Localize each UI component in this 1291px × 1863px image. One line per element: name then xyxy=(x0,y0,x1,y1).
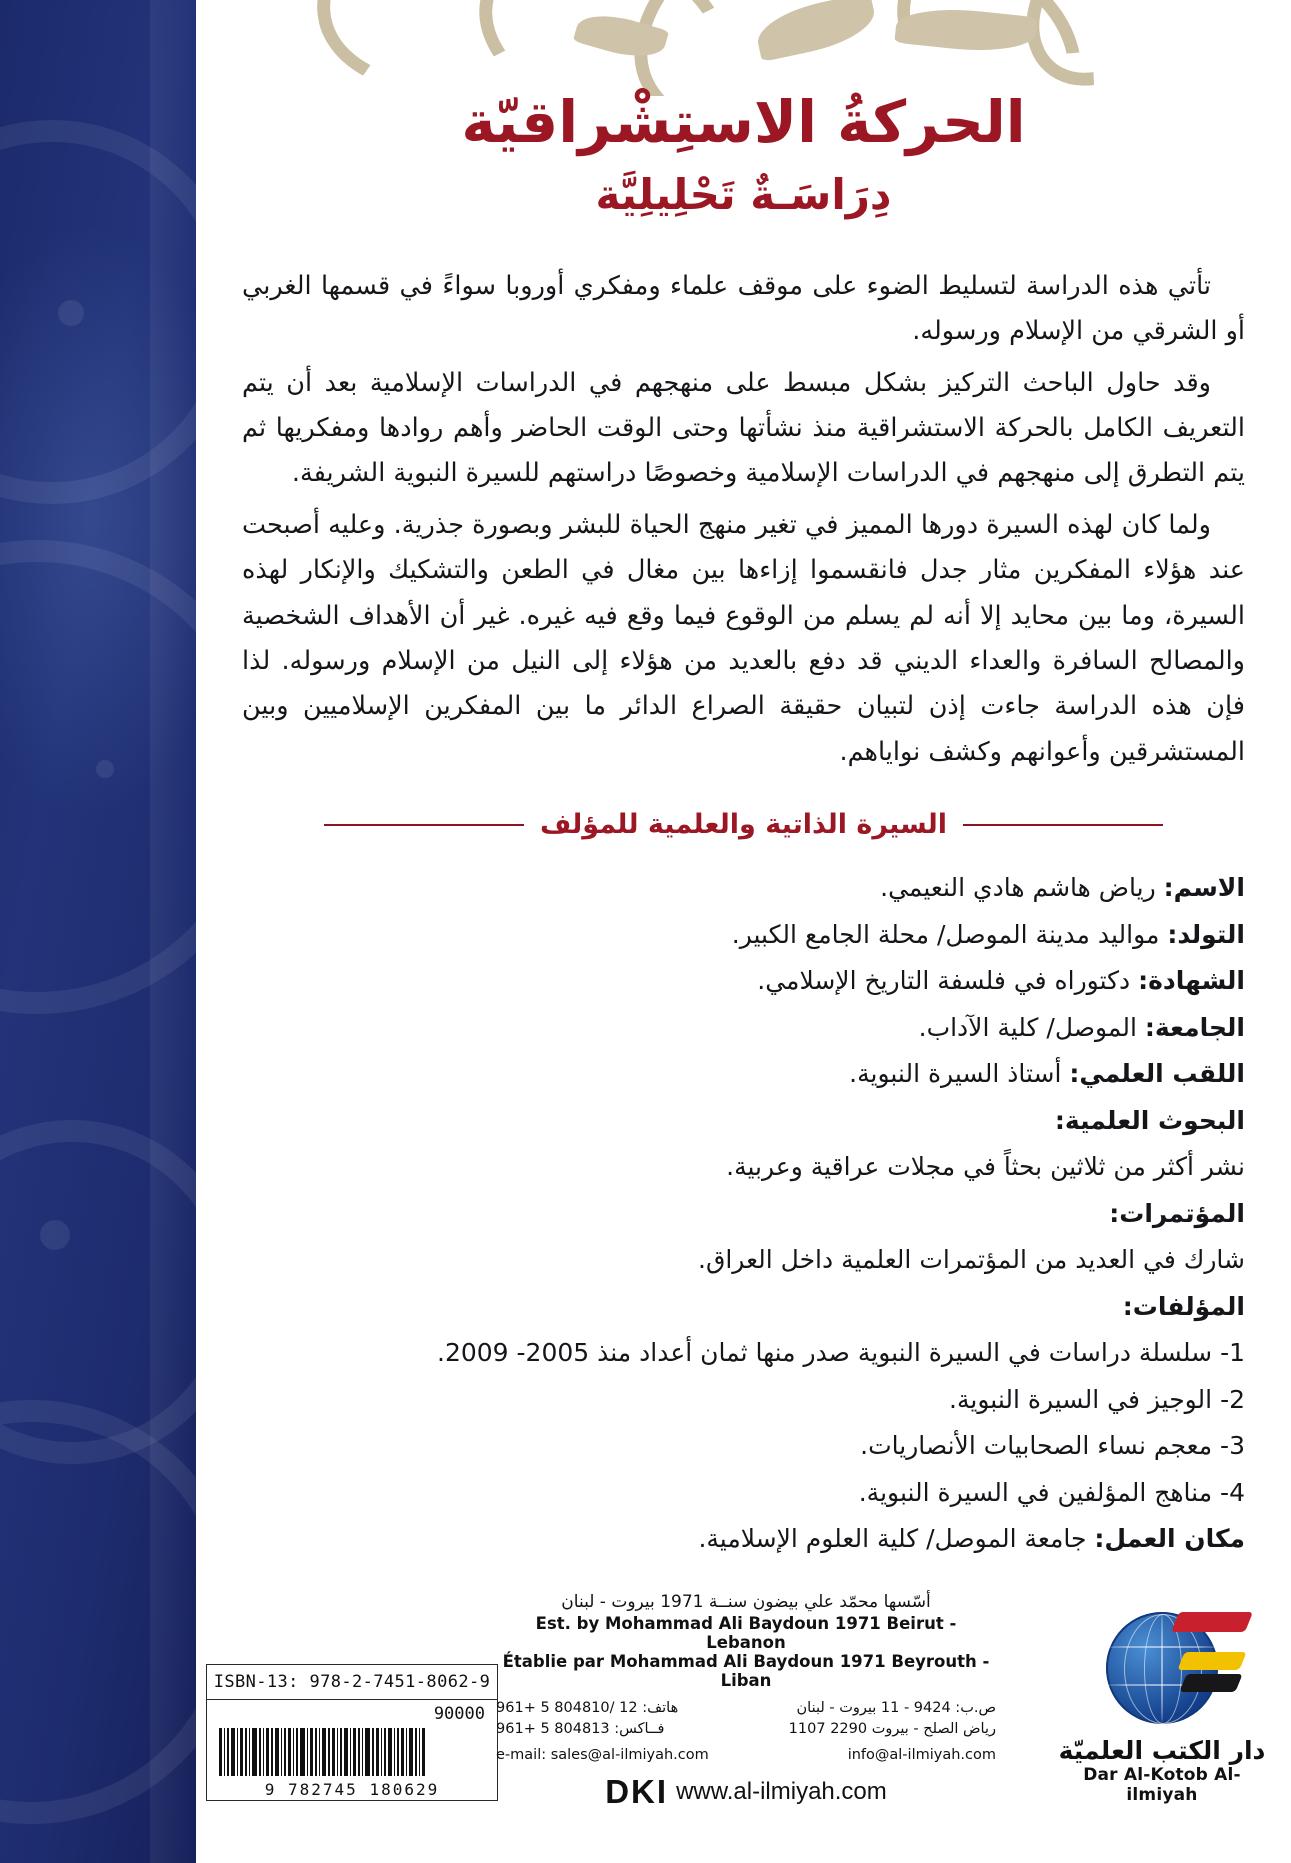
publisher-phone-1: هاتف: 12 /804810 5 +961 xyxy=(496,1699,679,1716)
bio-value: مواليد مدينة الموصل/ محلة الجامع الكبير. xyxy=(731,919,1168,949)
bio-row xyxy=(242,1052,1245,1097)
bio-row xyxy=(242,1424,1245,1469)
swoosh-red xyxy=(1171,1612,1253,1632)
publisher-website[interactable] xyxy=(496,1773,996,1811)
swoosh-yellow xyxy=(1177,1652,1246,1670)
bio-label: الاسم: xyxy=(1163,873,1245,903)
bio-row xyxy=(242,1238,1245,1283)
bio-label: البحوث العلمية: xyxy=(1054,1105,1245,1135)
bio-label: المؤلفات: xyxy=(1122,1291,1245,1321)
dki-logo-text: DKI xyxy=(605,1773,669,1810)
bio-row xyxy=(242,1145,1245,1190)
publisher-established-english: Est. by Mohammad Ali Baydoun 1971 Beirut - Lebanon xyxy=(535,1613,957,1652)
bio-value: أستاذ السيرة النبوية. xyxy=(849,1059,1070,1089)
price-code: 90000 xyxy=(433,1704,485,1724)
blurb-paragraph: ولما كان لهذه السيرة دورها المميز في تغير منهج الحياة للبشر وبصورة جذرية. وعليه أصبحت عند هؤلاء المفكرين مثار جدل فانقسموا إزاءها بين مغال في الطعن والتشكيك والإنكار لهذه السيرة، وما بين محايد إلا أنه لم يسلم من الوقوع فيما وقع فيه غيره. غير أن الأهداف الشخصية والمصالح السافرة والعداء الديني قد دفع بالعديد من هؤلاء إلى النيل من الإسلام ورسوله. لذا فإن هذه الدراسة جاءت إذن لتبيان حقيقة الصراع الدائر ما بين المفكرين الإسلاميين وبين المستشرقين وأعوانهم وكشف نواياهم. xyxy=(242,509,1245,767)
bio-value: الموصل/ كلية الآداب. xyxy=(918,1012,1145,1042)
bio-value: 2- الوجيز في السيرة النبوية. xyxy=(949,1384,1245,1414)
bio-label: الجامعة: xyxy=(1144,1012,1245,1042)
blurb-text xyxy=(242,264,1245,775)
bio-section-heading xyxy=(242,809,1245,840)
heading-rule-left xyxy=(324,824,524,826)
bio-list xyxy=(242,866,1245,1562)
publisher-logo xyxy=(1057,1612,1267,1805)
bio-value: 1- سلسلة دراسات في السيرة النبوية صدر منها ثمان أعداد منذ 2005- 2009. xyxy=(437,1338,1245,1368)
publisher-name-english: Dar Al-Kotob Al-ilmiyah xyxy=(1083,1765,1241,1805)
spine-dot xyxy=(40,1220,70,1250)
bio-value: 3- معجم نساء الصحابيات الأنصاريات. xyxy=(860,1431,1245,1461)
bio-row xyxy=(242,1471,1245,1516)
bio-heading-label: السيرة الذاتية والعلمية للمؤلف xyxy=(539,809,948,841)
barcode-digits: 9 782745 180629 xyxy=(264,1779,440,1799)
heading-rule-right xyxy=(963,824,1163,826)
publisher-phone-2: فــاكس: 804813 5 +961 xyxy=(496,1721,665,1738)
swoosh-black xyxy=(1179,1674,1242,1692)
blurb-paragraph: وقد حاول الباحث التركيز بشكل مبسط على منهجهم في الدراسات الإسلامية بعد أن يتم التعريف الكامل بالحركة الاستشراقية منذ نشأتها وحتى الوقت الحاضر وأهم روادها ومفكريها ثم يتم التطرق إلى منهجهم في الدراسات الإسلامية وخصوصًا دراستهم للسيرة النبوية الشريفة. xyxy=(242,367,1245,489)
publisher-name-arabic: دار الكتب العلميّة xyxy=(1058,1736,1266,1765)
publisher-established-french: Établie par Mohammad Ali Baydoun 1971 Beyrouth - Liban xyxy=(502,1651,990,1690)
blurb-paragraph: تأتي هذه الدراسة لتسليط الضوء على موقف علماء ومفكري أوروبا سواءً في قسمها الغربي أو الشرقي من الإسلام ورسوله. xyxy=(242,270,1245,347)
bio-row xyxy=(242,913,1245,958)
bio-value: شارك في العديد من المؤتمرات العلمية داخل العراق. xyxy=(698,1245,1245,1275)
bio-value: دكتوراه في فلسفة التاريخ الإسلامي. xyxy=(757,966,1139,996)
book-title: الحركةُ الاستِشْراقيّة xyxy=(461,88,1026,156)
book-subtitle: دِرَاسَـةٌ تَحْلِيلِيَّة xyxy=(595,169,892,219)
publisher-address-lines xyxy=(751,1698,996,1742)
spine-dot xyxy=(96,760,114,778)
bio-value: رياض هاشم هادي النعيمي. xyxy=(880,873,1164,903)
footer xyxy=(196,1563,1291,1863)
publisher-contact xyxy=(496,1698,996,1742)
info-email[interactable]: info@al-ilmiyah.com xyxy=(847,1747,996,1763)
bio-row xyxy=(242,1517,1245,1562)
bio-label: مكان العمل: xyxy=(1094,1524,1245,1554)
bio-row xyxy=(242,1099,1245,1144)
bio-row xyxy=(242,959,1245,1004)
bio-row xyxy=(242,1331,1245,1376)
bio-row xyxy=(242,1192,1245,1237)
publisher-established-arabic: أسّسها محمّد علي بيضون سنــة 1971 بيروت - لبنان xyxy=(561,1591,931,1612)
bio-label: الشهادة: xyxy=(1138,966,1245,996)
publisher-address-2: رياض الصلح - بيروت 2290 1107 xyxy=(788,1721,996,1738)
bio-label: اللقب العلمي: xyxy=(1069,1059,1245,1089)
barcode xyxy=(206,1664,498,1801)
publisher-emails xyxy=(496,1747,996,1763)
bio-value: جامعة الموصل/ كلية العلوم الإسلامية. xyxy=(698,1524,1095,1554)
bio-label: التولد: xyxy=(1167,919,1245,949)
bio-value: 4- مناهج المؤلفين في السيرة النبوية. xyxy=(858,1477,1245,1507)
publisher-address-1: ص.ب: 9424 - 11 بيروت - لبنان xyxy=(796,1699,996,1716)
bio-row xyxy=(242,1006,1245,1051)
publisher-info xyxy=(496,1592,996,1812)
spine-highlight-bar xyxy=(150,0,196,1863)
bio-row xyxy=(242,866,1245,911)
bio-label: المؤتمرات: xyxy=(1109,1198,1245,1228)
decorative-spine xyxy=(0,0,196,1863)
spine-dot xyxy=(58,300,84,326)
barcode-bars xyxy=(207,1728,497,1778)
publisher-phone-lines xyxy=(496,1698,741,1742)
dki-url-text[interactable]: www.al-ilmiyah.com xyxy=(676,1778,887,1805)
bio-row xyxy=(242,1378,1245,1423)
bio-value: نشر أكثر من ثلاثين بحثاً في مجلات عراقية وعربية. xyxy=(726,1152,1245,1182)
bio-row xyxy=(242,1285,1245,1330)
sales-email[interactable]: e-mail: sales@al-ilmiyah.com xyxy=(496,1747,709,1763)
logo-swoosh xyxy=(1153,1606,1249,1722)
isbn-label: ISBN-13: 978-2-7451-8062-9 xyxy=(207,1665,497,1700)
